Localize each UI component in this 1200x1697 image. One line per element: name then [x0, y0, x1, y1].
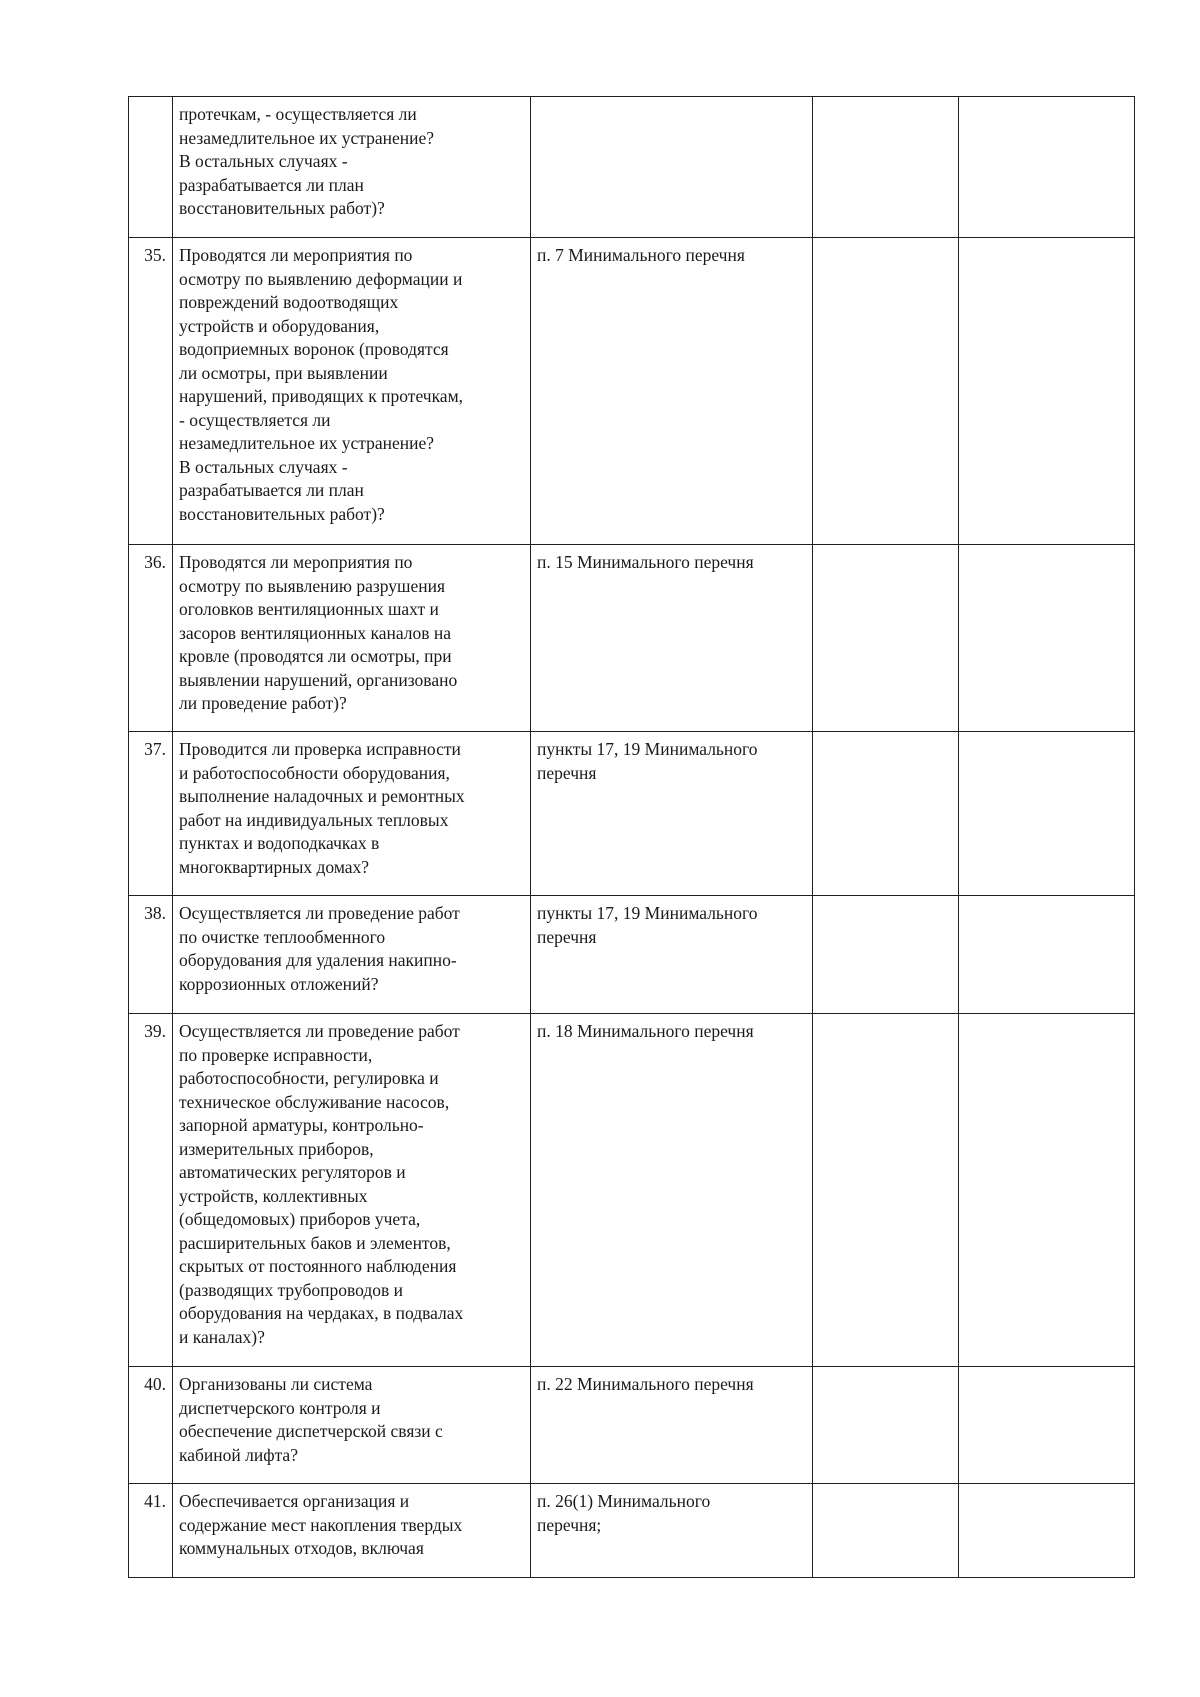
row-number: 41. [129, 1484, 173, 1578]
reference-cell: пункты 17, 19 Минимального перечня [531, 896, 813, 1014]
row-number: 39. [129, 1014, 173, 1367]
note-cell [959, 732, 1135, 896]
question-cell: Проводится ли проверка исправности и работоспособности оборудования, выполнение наладочных и ремонтных работ на индивидуальных тепловых пунктах и водоподкачках в многоквартирных домах? [173, 732, 531, 896]
answer-cell [813, 732, 959, 896]
answer-cell [813, 1367, 959, 1484]
table-row [129, 1484, 1135, 1578]
table-row [129, 732, 1135, 896]
note-cell [959, 1367, 1135, 1484]
reference-cell [531, 97, 813, 238]
table-row [129, 896, 1135, 1014]
table-row [129, 545, 1135, 732]
row-number: 36. [129, 545, 173, 732]
row-number: 35. [129, 238, 173, 545]
note-cell [959, 1014, 1135, 1367]
answer-cell [813, 1484, 959, 1578]
table-row [129, 238, 1135, 545]
note-cell [959, 545, 1135, 732]
answer-cell [813, 238, 959, 545]
reference-cell: п. 26(1) Минимального перечня; [531, 1484, 813, 1578]
table-row [129, 97, 1135, 238]
note-cell [959, 896, 1135, 1014]
table-row [129, 1367, 1135, 1484]
table-row [129, 1014, 1135, 1367]
row-number: 38. [129, 896, 173, 1014]
reference-cell: п. 7 Минимального перечня [531, 238, 813, 545]
answer-cell [813, 97, 959, 238]
question-cell: Организованы ли система диспетчерского контроля и обеспечение диспетчерской связи с кабиной лифта? [173, 1367, 531, 1484]
reference-cell: п. 22 Минимального перечня [531, 1367, 813, 1484]
question-cell: Проводятся ли мероприятия по осмотру по выявлению разрушения оголовков вентиляционных шахт и засоров вентиляционных каналов на кровле (проводятся ли осмотры, при выявлении нарушений, организовано ли проведение работ)? [173, 545, 531, 732]
row-number: 37. [129, 732, 173, 896]
answer-cell [813, 1014, 959, 1367]
question-cell: протечкам, - осуществляется ли незамедлительное их устранение? В остальных случаях - разрабатывается ли план восстановительных работ)? [173, 97, 531, 238]
question-cell: Осуществляется ли проведение работ по проверке исправности, работоспособности, регулировка и техническое обслуживание насосов, запорной арматуры, контрольно- измерительных приборов, автоматических регуляторов и устройств, коллективных (общедомовых) приборов учета, расширительных баков и элементов, скрытых от постоянного наблюдения (разводящих трубопроводов и оборудования на чердаках, в подвалах и каналах)? [173, 1014, 531, 1367]
question-cell: Проводятся ли мероприятия по осмотру по выявлению деформации и повреждений водоотводящих устройств и оборудования, водоприемных воронок (проводятся ли осмотры, при выявлении нарушений, приводящих к протечкам, - осуществляется ли незамедлительное их устранение? В остальных случаях - разрабатывается ли план восстановительных работ)? [173, 238, 531, 545]
note-cell [959, 1484, 1135, 1578]
row-number [129, 97, 173, 238]
answer-cell [813, 896, 959, 1014]
note-cell [959, 97, 1135, 238]
reference-cell: пункты 17, 19 Минимального перечня [531, 732, 813, 896]
question-cell: Обеспечивается организация и содержание мест накопления твердых коммунальных отходов, включая [173, 1484, 531, 1578]
row-number: 40. [129, 1367, 173, 1484]
question-cell: Осуществляется ли проведение работ по очистке теплообменного оборудования для удаления накипно- коррозионных отложений? [173, 896, 531, 1014]
note-cell [959, 238, 1135, 545]
reference-cell: п. 18 Минимального перечня [531, 1014, 813, 1367]
checklist-table [128, 96, 1135, 1578]
reference-cell: п. 15 Минимального перечня [531, 545, 813, 732]
answer-cell [813, 545, 959, 732]
